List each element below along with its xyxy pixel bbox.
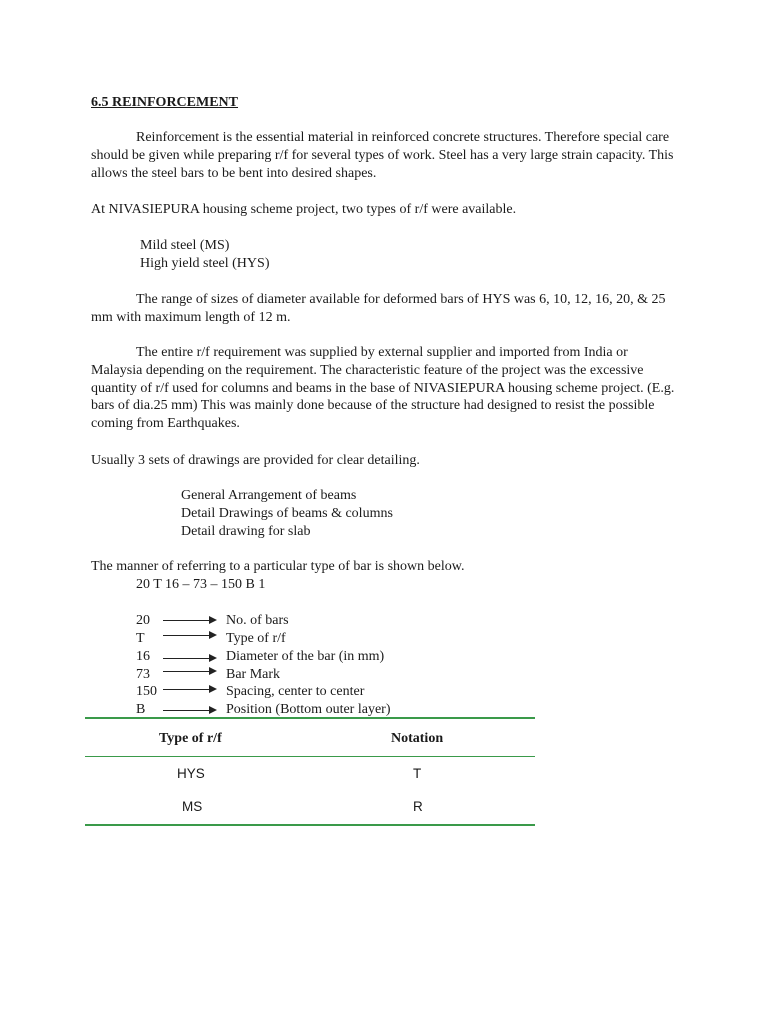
steel-type-item: Mild steel (MS) — [140, 238, 230, 253]
drawing-item: General Arrangement of beams — [181, 488, 357, 503]
paragraph-intro: Reinforcement is the essential material in reinforced concrete structures. Therefore special care should be given while preparing r/f for several types of work. Steel has a very large strain capacity. This allows the steel bars to be bent into desired shapes. — [91, 130, 674, 181]
paragraph-diameters: The range of sizes of diameter available for deformed bars of HYS was 6, 10, 12, 16, 20, & 25 mm with maximum length of 12 m. — [91, 292, 666, 325]
legend-code: 73 — [136, 667, 150, 682]
legend-code: 150 — [136, 684, 157, 699]
table-header-rule — [85, 756, 535, 757]
table-header-notation: Notation — [391, 731, 444, 746]
drawing-item: Detail drawing for slab — [181, 524, 311, 539]
legend-code: T — [136, 631, 145, 646]
section-heading: 6.5 REINFORCEMENT — [91, 95, 239, 110]
arrow-icon — [163, 689, 215, 690]
arrow-icon — [163, 658, 215, 659]
legend-code: B — [136, 702, 146, 717]
legend-meaning: Position (Bottom outer layer) — [226, 702, 391, 717]
legend-meaning: Diameter of the bar (in mm) — [226, 649, 385, 664]
drawing-item: Detail Drawings of beams & columns — [181, 506, 393, 521]
legend-meaning: Bar Mark — [226, 667, 281, 682]
arrow-icon — [163, 620, 215, 621]
legend-code: 20 — [136, 613, 150, 628]
steel-type-item: High yield steel (HYS) — [140, 256, 270, 271]
paragraph-bar-reference: The manner of referring to a particular type of bar is shown below. — [91, 559, 465, 574]
legend-code: 16 — [136, 649, 150, 664]
paragraph-supply: The entire r/f requirement was supplied by external supplier and imported from India or Malaysia depending on the requirement. The characteristic feature of the project was the excessive quantity of r/f used for columns and beams in the base of NIVASIEPURA housing scheme project. (E.g. bars of dia.25 mm) This was mainly done because of the structure had designed to resist the possible coming from Earthquakes. — [91, 345, 675, 432]
paragraph-drawings-intro: Usually 3 sets of drawings are provided for clear detailing. — [91, 453, 420, 468]
table-bottom-rule — [85, 824, 535, 826]
table-top-rule — [85, 717, 535, 719]
paragraph-types-available: At NIVASIEPURA housing scheme project, two types of r/f were available. — [91, 202, 517, 217]
arrow-icon — [163, 635, 215, 636]
table-cell: MS — [182, 799, 203, 814]
table-header-type: Type of r/f — [159, 731, 222, 746]
legend-meaning: No. of bars — [226, 613, 289, 628]
legend-meaning: Spacing, center to center — [226, 684, 365, 699]
table-cell: R — [413, 799, 423, 814]
table-cell: T — [413, 766, 422, 781]
legend-meaning: Type of r/f — [226, 631, 286, 646]
bar-code-example: 20 T 16 – 73 – 150 B 1 — [136, 577, 266, 592]
arrow-icon — [163, 710, 215, 711]
arrow-icon — [163, 671, 215, 672]
table-cell: HYS — [177, 766, 205, 781]
